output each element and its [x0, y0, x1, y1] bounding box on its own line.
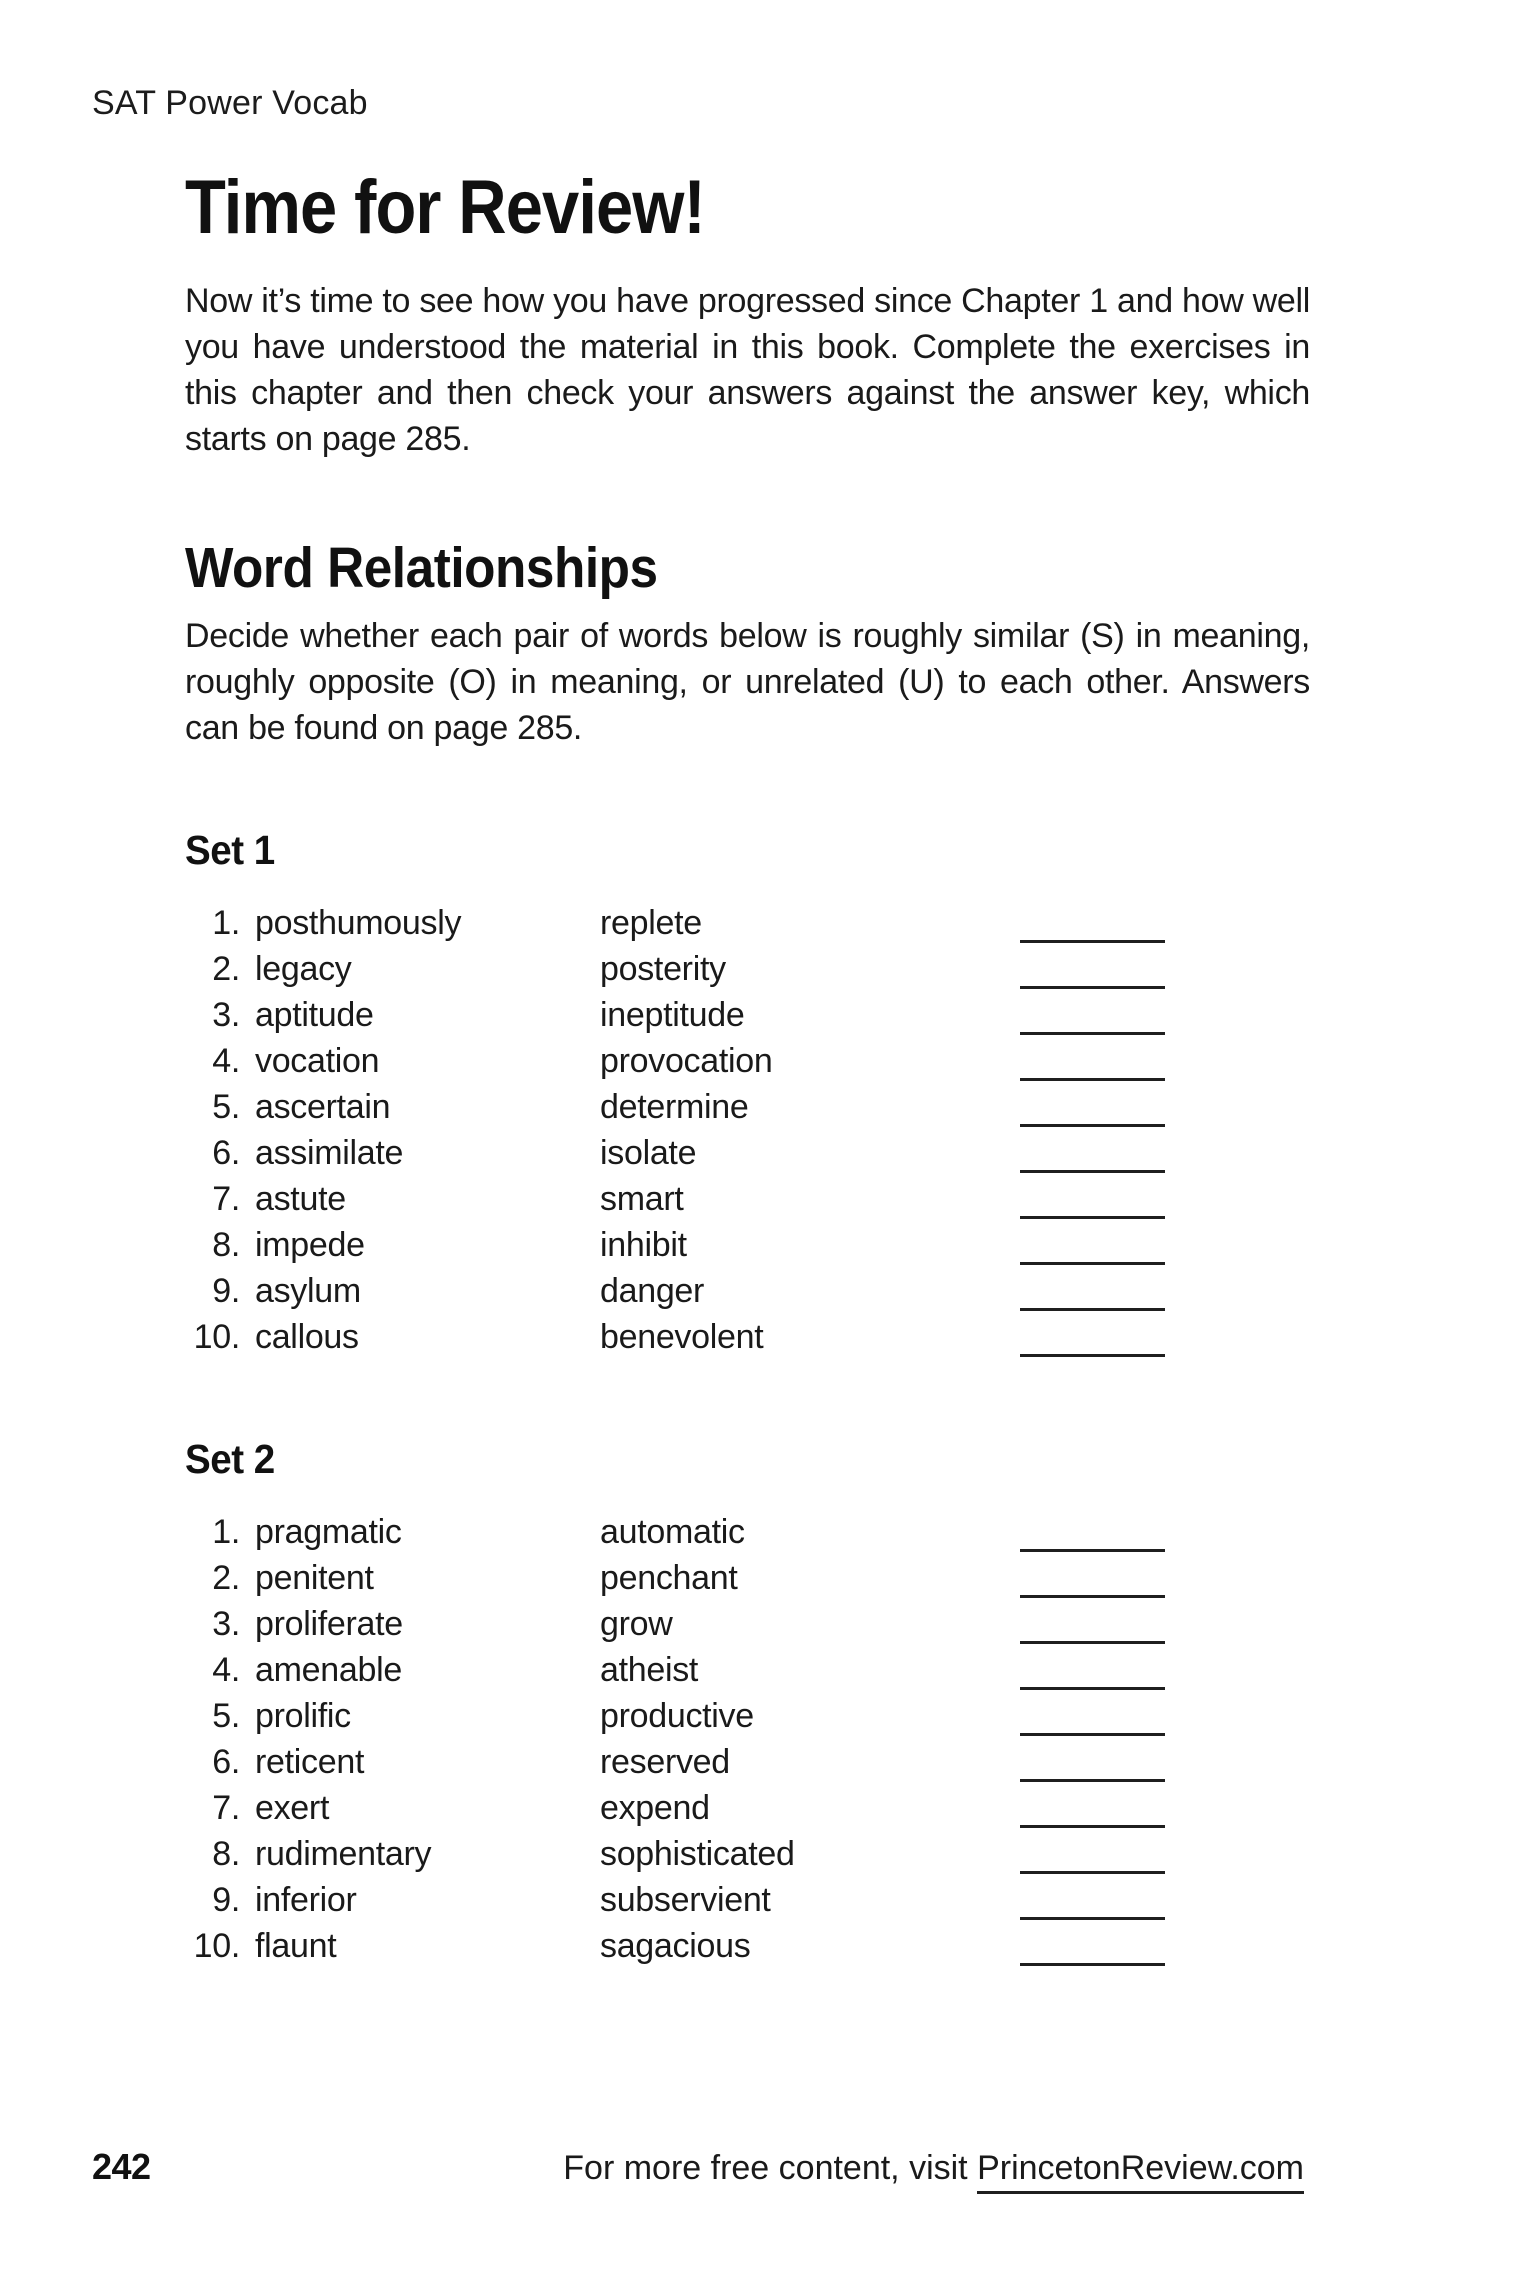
second-word: reserved — [600, 1743, 730, 1782]
second-word: determine — [600, 1088, 749, 1127]
first-word: posthumously — [255, 904, 462, 943]
answer-blank — [1020, 1601, 1165, 1644]
answer-blank — [1020, 1877, 1165, 1920]
item-number: 5. — [212, 1088, 240, 1127]
answer-blank — [1020, 1314, 1165, 1357]
item-number: 5. — [212, 1697, 240, 1736]
first-word: callous — [255, 1318, 359, 1357]
word-pair-row — [185, 992, 1310, 1038]
princeton-review-link[interactable]: PrincetonReview.com — [977, 2149, 1304, 2194]
first-word: rudimentary — [255, 1835, 432, 1874]
first-word: exert — [255, 1789, 330, 1828]
item-number: 8. — [212, 1835, 240, 1874]
item-number: 7. — [212, 1180, 240, 1219]
item-number: 1. — [212, 904, 240, 943]
first-word: pragmatic — [255, 1513, 402, 1552]
word-pair-row — [185, 1785, 1310, 1831]
word-pair-row — [185, 1923, 1310, 1969]
answer-blank — [1020, 1693, 1165, 1736]
item-number: 10. — [193, 1927, 240, 1966]
first-word: legacy — [255, 950, 352, 989]
second-word: provocation — [600, 1042, 773, 1081]
first-word: astute — [255, 1180, 346, 1219]
intro-paragraph: Now it’s time to see how you have progressed since Chapter 1 and how well you have understood the material in this book. Complete the exercises in this chapter and then check your answers against the answer key, which starts on page 285. — [185, 281, 1310, 458]
second-word: smart — [600, 1180, 684, 1219]
answer-blank — [1020, 1647, 1165, 1690]
second-word: grow — [600, 1605, 673, 1644]
running-header: SAT Power Vocab — [92, 84, 368, 122]
item-number: 7. — [212, 1789, 240, 1828]
footer-text — [563, 2149, 1304, 2188]
second-word: sagacious — [600, 1927, 751, 1966]
answer-blank — [1020, 1739, 1165, 1782]
word-pair-row — [185, 900, 1310, 946]
word-pair-row — [185, 1739, 1310, 1785]
answer-blank — [1020, 992, 1165, 1035]
answer-blank — [1020, 1222, 1165, 1265]
answer-blank — [1020, 1923, 1165, 1966]
word-pair-row — [185, 1222, 1310, 1268]
second-word: subservient — [600, 1881, 771, 1920]
answer-blank — [1020, 946, 1165, 989]
chapter-title: Time for Review! — [185, 165, 705, 250]
second-word: replete — [600, 904, 702, 943]
answer-blank — [1020, 900, 1165, 943]
second-word: inhibit — [600, 1226, 687, 1265]
second-word: atheist — [600, 1651, 699, 1690]
page-footer — [92, 2146, 1304, 2188]
first-word: ascertain — [255, 1088, 391, 1127]
first-word: penitent — [255, 1559, 374, 1598]
instructions-paragraph: Decide whether each pair of words below is roughly similar (S) in meaning, roughly opposite (O) in meaning, or unrelated (U) to each other. Answers can be found on page 285. — [185, 617, 1310, 748]
item-number: 10. — [193, 1318, 240, 1357]
answer-blank — [1020, 1130, 1165, 1173]
second-word: benevolent — [600, 1318, 764, 1357]
second-word: isolate — [600, 1134, 697, 1173]
answer-blank — [1020, 1555, 1165, 1598]
first-word: proliferate — [255, 1605, 403, 1644]
word-pair-row — [185, 1038, 1310, 1084]
answer-blank — [1020, 1831, 1165, 1874]
answer-blank — [1020, 1785, 1165, 1828]
second-word: productive — [600, 1697, 754, 1736]
first-word: assimilate — [255, 1134, 404, 1173]
item-number: 4. — [212, 1651, 240, 1690]
word-pair-row — [185, 1647, 1310, 1693]
first-word: reticent — [255, 1743, 365, 1782]
word-pair-row — [185, 1693, 1310, 1739]
second-word: danger — [600, 1272, 705, 1311]
first-word: aptitude — [255, 996, 374, 1035]
item-number: 6. — [212, 1134, 240, 1173]
second-word: penchant — [600, 1559, 738, 1598]
word-pair-row — [185, 1084, 1310, 1130]
page-content — [185, 0, 1310, 1969]
item-number: 9. — [212, 1881, 240, 1920]
item-number: 3. — [212, 1605, 240, 1644]
word-pair-row — [185, 1176, 1310, 1222]
word-pair-row — [185, 1268, 1310, 1314]
set-1-heading: Set 1 — [185, 827, 275, 874]
first-word: flaunt — [255, 1927, 337, 1966]
first-word: inferior — [255, 1881, 357, 1920]
answer-blank — [1020, 1084, 1165, 1127]
item-number: 1. — [212, 1513, 240, 1552]
footer-text-prefix: For more free content, visit — [563, 2149, 978, 2187]
second-word: sophisticated — [600, 1835, 795, 1874]
answer-blank — [1020, 1509, 1165, 1552]
word-pair-row — [185, 1509, 1310, 1555]
word-pair-row — [185, 1831, 1310, 1877]
second-word: ineptitude — [600, 996, 745, 1035]
second-word: automatic — [600, 1513, 745, 1552]
answer-blank — [1020, 1038, 1165, 1081]
word-pair-row — [185, 1130, 1310, 1176]
word-pair-row — [185, 1877, 1310, 1923]
section-heading-word-relationships: Word Relationships — [185, 535, 658, 600]
first-word: impede — [255, 1226, 365, 1265]
word-pair-row — [185, 1601, 1310, 1647]
page-number: 242 — [92, 2146, 151, 2187]
set-2-heading: Set 2 — [185, 1436, 275, 1483]
item-number: 9. — [212, 1272, 240, 1311]
item-number: 8. — [212, 1226, 240, 1265]
item-number: 3. — [212, 996, 240, 1035]
second-word: posterity — [600, 950, 726, 989]
first-word: amenable — [255, 1651, 402, 1690]
first-word: asylum — [255, 1272, 361, 1311]
word-pair-row — [185, 1314, 1310, 1360]
first-word: prolific — [255, 1697, 351, 1736]
set-1-rows — [185, 900, 1310, 1360]
item-number: 2. — [212, 950, 240, 989]
word-pair-row — [185, 946, 1310, 992]
set-2-rows — [185, 1509, 1310, 1969]
answer-blank — [1020, 1176, 1165, 1219]
answer-blank — [1020, 1268, 1165, 1311]
item-number: 2. — [212, 1559, 240, 1598]
item-number: 4. — [212, 1042, 240, 1081]
item-number: 6. — [212, 1743, 240, 1782]
second-word: expend — [600, 1789, 710, 1828]
first-word: vocation — [255, 1042, 380, 1081]
word-pair-row — [185, 1555, 1310, 1601]
